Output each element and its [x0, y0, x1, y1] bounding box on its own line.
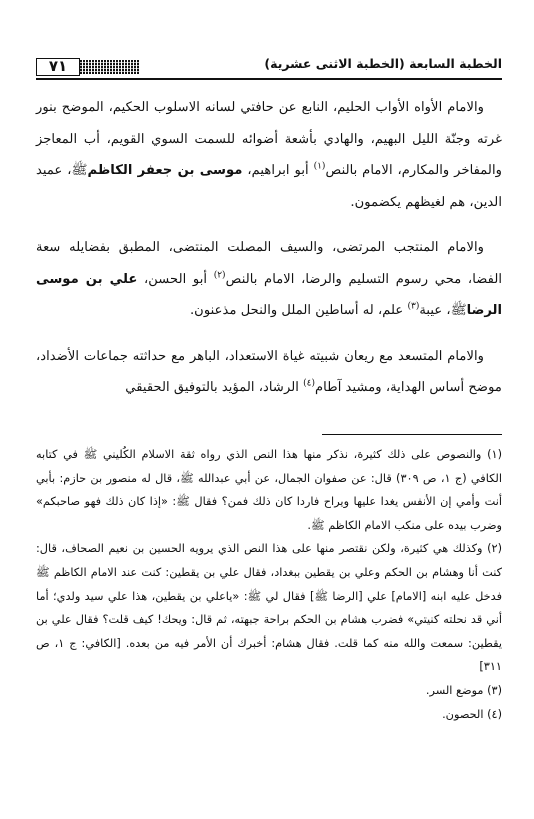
paragraph-1: والامام الأواه الأواب الحليم، النابع عن حافتي لسانه الاسلوب الحكيم، الموضح بنور غرته وجنّة الليل البهيم، والهادي بأشعة أضوائه للسمت السوي القويم، أب المعاجز والمفاخر والمكارم، الامام بالنص$^{(١)}$ أبو ابراهيم، موسى بن جعفر الكاظمﷺ، عميد الدين، هم لغيظهم يكضمون.: [36, 100, 502, 210]
page-number: ٧١: [36, 58, 80, 76]
footnote-ref-4: (٤): [303, 378, 316, 389]
paragraph-3: والامام المتسعد مع ريعان شبيته غياة الاستعداد، الباهر مع حداثته جماعات الأضداد، موضح أساس الهداية، ومشيد آطام$^{(٤)}$ الرشاد، المؤيد بالتوفيق الحقيقي: [36, 348, 502, 395]
name-ali-al-rida: علي بن موسى الرضا: [36, 271, 502, 318]
footnote-ref-2: (٢): [213, 270, 226, 281]
header-ornament: [80, 60, 140, 74]
footnote-3: (٣) موضع السر.: [425, 683, 502, 697]
paragraph-2: والامام المنتجب المرتضى، والسيف المصلت المنتضى، المطبق بفضايله سعة الفضا، محي رسوم التسليم والرضا، الامام بالنص$^{(٢)}$ أبو الحسن، علي بن موسى الرضاﷺ، عيبة$^{(٣)}$ علم، له أساطين الملل والنحل مذعنون.: [36, 240, 502, 318]
footnotes: [36, 443, 502, 726]
page-header: [36, 50, 502, 80]
name-musa-al-kazim: موسى بن جعفر الكاظم: [87, 163, 243, 178]
running-title: الخطبة السابعة (الخطبة الاثنى عشرية): [264, 56, 502, 71]
footnote-4: (٤) الحصون.: [442, 707, 502, 721]
footnote-1: (١) والنصوص على ذلك كثيرة، نذكر منها هذا النص الذي رواه ثقة الاسلام الكُليني ﷺ في كتابه الكافي (ج ١، ص ٣٠٩) قال: عن صفوان الجمال، عن أبي عبدالله ﷺ، قال له منصور بن حازم: بأبي أنت وأمي إن الأنفس يغدا عليها ويراح فاردا كان ذلك فمن؟ فقال ﷺ: «إذا كان ذلك فهو صاحبكم» وضرب بيده على منكب الامام الكاظم ﷺ.: [36, 448, 502, 532]
footnote-ref-3: (٣): [407, 301, 420, 312]
footnote-ref-1: (١): [313, 161, 326, 172]
footnote-separator: [322, 434, 502, 435]
footnote-2: (٢) وكذلك هي كثيرة، ولكن نقتصر منها على هذا النص الذي يرويه الحسين بن نعيم الصحاف، قال: كنت أنا وهشام بن الحكم وعلي بن يقطين ببغداد، فقال علي بن يقطين: كنت عند الامام الكاظم ﷺ فدخل عليه ابنه [الامام] علي [الرضا ﷺ] فقال لي ﷺ: «ياعلي بن يقطين، هذا علي سيد ولدي؛ أما أني قد نحلته كنيتي» فضرب هشام بن الحكم براحة جبهته، ثم قال: ويحك! كيف قلت؟ فقال علي بن يقطين: سمعت والله منه كما قلت. فقال هشام: أخبرك أن الأمر فيه من بعده. [الكافي: ج ١، ص ٣١١]: [36, 542, 502, 674]
main-text: [36, 92, 502, 418]
